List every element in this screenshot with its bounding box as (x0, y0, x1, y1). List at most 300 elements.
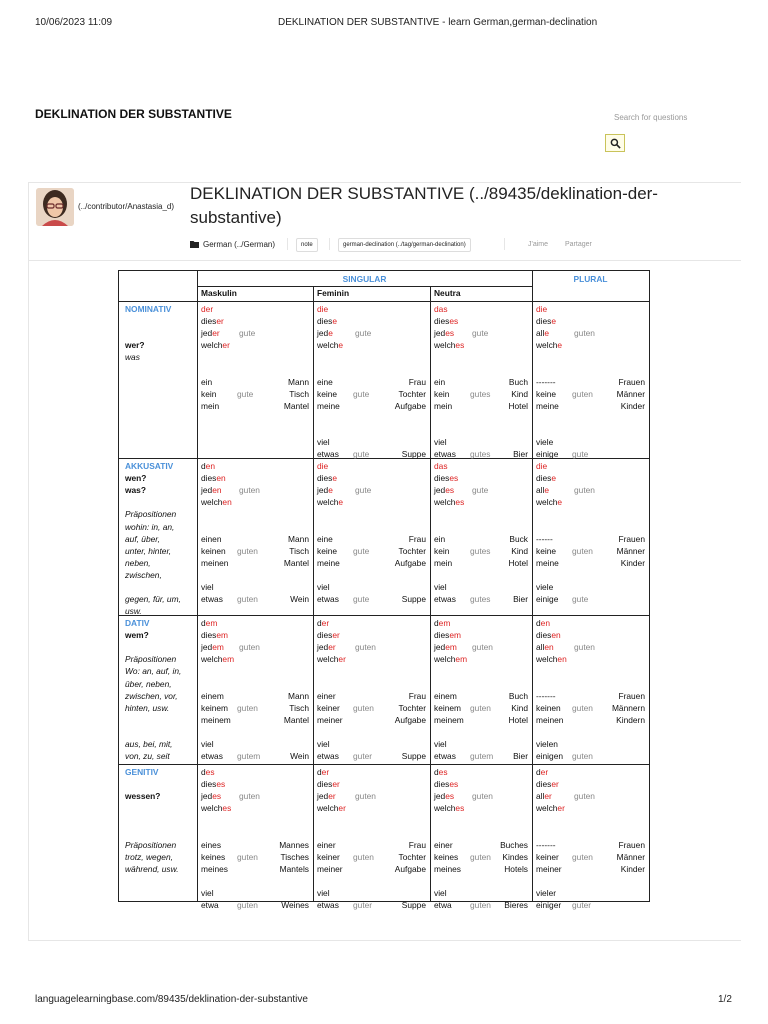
noun: Tisch (289, 545, 309, 556)
case-left-text: aus, bei, mit, (125, 739, 173, 749)
case-left-text: unter, hinter, (125, 545, 172, 556)
card-header-divider (28, 260, 741, 261)
noun: Hotel (508, 714, 528, 725)
declined-word (201, 790, 221, 802)
noun: Buck (509, 533, 528, 544)
word-ending: en (557, 654, 567, 665)
determiner: etwas (201, 751, 223, 762)
determiner: keiner (317, 851, 340, 862)
declined-word (434, 887, 447, 899)
determiner: keine (317, 545, 338, 556)
declined-word (536, 778, 559, 790)
word-ending: er (212, 328, 220, 339)
case-left-text: von, zu, seit (125, 751, 170, 762)
word-ending: es (455, 340, 465, 351)
declined-word (434, 581, 447, 593)
word-stem: d (536, 618, 541, 628)
word-stem: d (536, 767, 541, 777)
meta-divider (504, 238, 505, 250)
noun: Tochter (398, 702, 426, 713)
declined-word (201, 766, 215, 778)
word-stem: welch (434, 340, 456, 351)
adjective: guten (237, 702, 258, 713)
folder-icon (190, 240, 199, 248)
word-stem: viel (434, 582, 447, 592)
noun: Bier (513, 751, 528, 762)
determiner: keinen (536, 702, 561, 713)
determiner: mein (434, 400, 453, 411)
word-stem: welch (536, 803, 558, 814)
noun: Frauen (618, 376, 645, 387)
determiner: keines (201, 851, 226, 862)
word-stem: jed (434, 328, 446, 339)
declined-word (317, 327, 333, 339)
declined-word (536, 496, 562, 508)
determiner: eine (317, 376, 333, 387)
word-stem: viel (317, 888, 330, 898)
share-button[interactable]: Partager (565, 241, 592, 248)
declined-word (317, 581, 330, 593)
word-stem: welch (536, 497, 558, 508)
determiner: keine (536, 545, 557, 556)
declined-word (201, 484, 222, 496)
declined-word (536, 315, 556, 327)
noun: Mantel (283, 557, 309, 568)
noun: Wein (290, 594, 309, 605)
determiner: kein (434, 388, 450, 399)
determiner: meinen (536, 714, 564, 725)
case-left-text: wen? (125, 473, 147, 484)
word-stem: jed (201, 791, 213, 802)
word-ending: em (205, 618, 218, 628)
declined-word (434, 738, 447, 750)
adjective: guten (239, 642, 260, 653)
word-ending: e (557, 497, 563, 508)
word-ending: es (205, 767, 215, 777)
word-stem: d (434, 618, 439, 628)
word-stem: d (201, 461, 206, 471)
declined-word (317, 460, 328, 472)
determiner: meiner (536, 863, 562, 874)
word-ending: es (449, 779, 459, 790)
declined-word (536, 653, 567, 665)
case-left-text: was (125, 352, 140, 363)
word-ending: es (455, 803, 465, 814)
noun: Buches (500, 839, 528, 850)
noun: Mantel (283, 400, 309, 411)
word-stem: welch (317, 340, 339, 351)
print-datetime: 10/06/2023 11:09 (35, 17, 113, 28)
word-stem: viel (317, 582, 330, 592)
word-stem: d (201, 618, 206, 628)
noun: Wein (290, 751, 309, 762)
word-stem: dies (201, 316, 217, 327)
noun: Kinder (620, 400, 645, 411)
case-left-text: Präpositionen (125, 509, 177, 520)
print-title: DEKLINATION DER SUBSTANTIVE - learn German,german-declination (278, 17, 598, 28)
word-ending: es (438, 767, 448, 777)
case-left-text: trotz, wegen, (125, 851, 173, 862)
word-ending: e (551, 316, 557, 327)
case-name: GENITIV (125, 767, 159, 777)
word-stem: das (434, 304, 448, 314)
word-stem: dies (536, 630, 552, 641)
word-ending: em (212, 642, 224, 653)
noun: Frau (408, 376, 426, 387)
determiner: etwa (201, 900, 219, 911)
declined-word (201, 496, 232, 508)
declined-word (201, 315, 224, 327)
declined-word (434, 436, 447, 448)
noun: Aufgabe (394, 400, 426, 411)
word-stem: d (434, 767, 439, 777)
declined-word (536, 472, 556, 484)
word-ending: er (332, 630, 340, 641)
declined-word (434, 766, 448, 778)
determiner: ------- (536, 376, 556, 387)
declined-word (201, 472, 226, 484)
declined-word (434, 617, 450, 629)
declined-word (434, 303, 448, 315)
noun: Tochter (398, 388, 426, 399)
case-name: DATIV (125, 618, 150, 628)
word-stem: jed (317, 791, 329, 802)
table-header-divider (197, 286, 532, 287)
word-ending: en (551, 630, 561, 641)
declined-word (317, 617, 329, 629)
word-ending: e (551, 473, 557, 484)
determiner: meine (317, 557, 340, 568)
determiner: keinem (434, 702, 461, 713)
word-stem: dies (434, 316, 450, 327)
declined-word (536, 641, 554, 653)
determiner: einem (434, 690, 457, 701)
declined-word (536, 436, 553, 448)
word-stem: dies (201, 630, 217, 641)
adjective: gute (355, 328, 372, 339)
determiner: meine (317, 400, 340, 411)
determiner: meinem (434, 714, 464, 725)
adjective: guten (355, 642, 376, 653)
determiner: ------- (536, 839, 556, 850)
case-left-text: hinten, usw. (125, 702, 170, 713)
declined-word (434, 802, 464, 814)
word-ending: em (449, 630, 462, 641)
determiner: etwas (434, 751, 456, 762)
word-stem: dies (434, 779, 450, 790)
determiner: etwas (434, 594, 456, 605)
adjective: gute (353, 594, 370, 605)
declined-word (201, 641, 224, 653)
declined-word (434, 641, 457, 653)
word-ending: er (332, 779, 340, 790)
declined-word (201, 887, 214, 899)
determiner: meinen (201, 557, 229, 568)
adjective: gute (572, 449, 589, 460)
noun: Suppe (401, 594, 426, 605)
noun: Frau (408, 533, 426, 544)
word-stem: all (536, 328, 545, 339)
like-button[interactable]: J'aime (528, 241, 549, 248)
adjective: guten (574, 791, 595, 802)
declined-word (434, 315, 458, 327)
determiner: einer (317, 839, 336, 850)
word-stem: d (201, 767, 206, 777)
adjective: guten (472, 642, 493, 653)
declined-word (434, 496, 464, 508)
declined-word (317, 436, 330, 448)
declined-word (201, 460, 215, 472)
word-stem: die (317, 461, 329, 471)
declined-word (317, 653, 346, 665)
determiner: keinem (201, 702, 228, 713)
noun: Suppe (401, 751, 426, 762)
determiner: ------ (536, 533, 553, 544)
adjective: gutes (470, 545, 491, 556)
footer-url: languagelearningbase.com/89435/deklination-der-substantive (35, 994, 308, 1005)
adjective: gute (353, 388, 370, 399)
declined-word (317, 887, 330, 899)
word-stem: all (536, 642, 545, 653)
case-left-text: wohin: in, an, (125, 521, 175, 532)
adjective: gutem (470, 751, 494, 762)
declined-word (536, 460, 547, 472)
noun: Tisches (280, 851, 309, 862)
noun: Frau (408, 839, 426, 850)
case-left-text: auf, über, (125, 533, 160, 544)
search-button[interactable] (605, 134, 625, 152)
declined-word (434, 629, 461, 641)
word-ending: em (455, 654, 468, 665)
declined-word (434, 339, 464, 351)
declined-word (201, 303, 213, 315)
case-left-text: zwischen, vor, (125, 690, 178, 701)
determiner: keinen (201, 545, 226, 556)
noun: Aufgabe (394, 557, 426, 568)
word-ending: e (557, 340, 563, 351)
word-stem: die (536, 461, 548, 471)
case-name: NOMINATIV (125, 304, 172, 314)
noun: Männer (616, 388, 645, 399)
word-stem: dies (536, 473, 552, 484)
word-ending: e (338, 497, 344, 508)
gender-header: Feminin (317, 288, 350, 298)
noun: Bier (513, 594, 528, 605)
table-column-divider (532, 271, 533, 901)
adjective: guten (470, 900, 491, 911)
determiner: ein (434, 533, 446, 544)
declined-word (317, 802, 346, 814)
word-ending: en (212, 485, 222, 496)
declined-word (317, 641, 336, 653)
word-stem: vieler (536, 888, 557, 898)
word-ending: es (445, 791, 455, 802)
declined-word (434, 472, 458, 484)
adjective: gute (472, 328, 489, 339)
declined-word (201, 629, 228, 641)
declined-word (317, 303, 328, 315)
word-stem: viel (201, 888, 214, 898)
table-column-divider (430, 286, 431, 901)
case-left-text: zwischen, (125, 569, 162, 580)
word-stem: die (536, 304, 548, 314)
tag-german-declination[interactable]: german-declination (../tag/german-declination) (338, 238, 471, 252)
word-stem: viel (317, 739, 330, 749)
word-ending: er (540, 767, 549, 777)
word-ending: er (338, 654, 346, 665)
determiner: meine (536, 400, 559, 411)
noun: Mannes (279, 839, 309, 850)
word-ending: es (222, 803, 232, 814)
tag-note[interactable]: note (296, 238, 318, 252)
adjective: gute (353, 449, 370, 460)
noun: Weines (281, 900, 309, 911)
declined-word (536, 738, 558, 750)
determiner: meinem (201, 714, 231, 725)
word-stem: viel (201, 739, 214, 749)
declined-word (536, 790, 552, 802)
word-stem: die (317, 304, 329, 314)
word-stem: viele (536, 437, 554, 448)
word-stem: dies (434, 630, 450, 641)
word-stem: all (536, 791, 545, 802)
declined-word (536, 766, 548, 778)
word-ending: es (445, 328, 455, 339)
determiner: eine (317, 533, 333, 544)
determiner: keines (434, 851, 459, 862)
word-stem: jed (317, 328, 329, 339)
word-ending: e (544, 328, 550, 339)
noun: Frauen (618, 839, 645, 850)
word-stem: viel (201, 582, 214, 592)
word-ending: en (205, 461, 215, 471)
noun: Frauen (618, 690, 645, 701)
word-ending: en (540, 618, 550, 628)
declined-word (536, 339, 562, 351)
avatar-image (36, 188, 74, 226)
footer-page-number: 1/2 (718, 994, 732, 1005)
declined-word (317, 496, 343, 508)
noun: Bier (513, 449, 528, 460)
noun: Tisch (289, 702, 309, 713)
determiner: meine (536, 557, 559, 568)
adjective: guten (353, 851, 374, 862)
determiner: kein (201, 388, 217, 399)
adjective: guten (572, 751, 593, 762)
adjective: gute (237, 388, 254, 399)
word-ending: er (557, 803, 565, 814)
singular-header: SINGULAR (342, 274, 387, 284)
determiner: keine (536, 388, 557, 399)
noun: Tochter (398, 851, 426, 862)
noun: Kind (511, 545, 528, 556)
word-stem: dies (317, 779, 333, 790)
adjective: guten (572, 545, 593, 556)
word-stem: welch (536, 654, 558, 665)
adjective: gute (472, 485, 489, 496)
adjective: guten (353, 702, 374, 713)
adjective: gutes (470, 594, 491, 605)
declined-word (434, 460, 448, 472)
category-link[interactable]: German (../German) (203, 240, 276, 249)
word-stem: viel (434, 437, 447, 448)
declined-word (317, 778, 340, 790)
word-stem: dies (201, 779, 217, 790)
noun: Männer (616, 545, 645, 556)
word-stem: das (434, 461, 448, 471)
declined-word (201, 778, 225, 790)
adjective: gutes (470, 388, 491, 399)
noun: Kinder (620, 863, 645, 874)
determiner: ein (201, 376, 213, 387)
noun: Kind (511, 388, 528, 399)
adjective: gute (355, 485, 372, 496)
declined-word (536, 617, 550, 629)
word-stem: viele (536, 582, 554, 592)
contributor-link[interactable]: (../contributor/Anastasia_d) (78, 202, 175, 211)
word-stem: welch (317, 654, 339, 665)
word-stem: welch (201, 803, 223, 814)
determiner: einen (201, 533, 222, 544)
article-title[interactable]: DEKLINATION DER SUBSTANTIVE (../89435/deklination-der-substantive) (190, 184, 658, 227)
declined-word (434, 778, 458, 790)
determiner: einiger (536, 900, 562, 911)
adjective: guten (574, 485, 595, 496)
adjective: guten (572, 388, 593, 399)
word-ending: es (455, 497, 465, 508)
adjective: guten (237, 851, 258, 862)
word-stem: jed (201, 328, 213, 339)
case-name: AKKUSATIV (125, 461, 174, 471)
adjective: guten (574, 642, 595, 653)
determiner: etwas (201, 594, 223, 605)
declined-word (536, 303, 547, 315)
declined-word (317, 339, 343, 351)
noun: Frauen (618, 533, 645, 544)
declined-word (201, 653, 234, 665)
card-bottom-border (28, 940, 741, 941)
case-left-text: Präpositionen (125, 654, 177, 665)
determiner: einigen (536, 751, 564, 762)
adjective: gute (353, 545, 370, 556)
avatar[interactable] (36, 188, 74, 226)
determiner: einer (317, 690, 336, 701)
search-input[interactable] (610, 108, 748, 126)
word-ending: e (328, 485, 333, 496)
adjective: gutes (470, 449, 491, 460)
determiner: keine (317, 388, 338, 399)
declined-word (317, 484, 333, 496)
word-stem: dies (317, 630, 333, 641)
adjective: guten (355, 791, 376, 802)
declined-word (317, 766, 329, 778)
word-ending: em (445, 642, 457, 653)
search-icon (610, 138, 621, 149)
table-row-divider (119, 615, 649, 616)
noun: Kind (511, 702, 528, 713)
determiner: etwas (317, 751, 339, 762)
adjective: guter (353, 751, 373, 762)
table-column-divider (197, 271, 198, 901)
adjective: gute (239, 328, 256, 339)
word-ending: e (332, 316, 338, 327)
determiner: etwas (317, 594, 339, 605)
determiner: mein (201, 400, 220, 411)
word-ending: er (544, 791, 552, 802)
case-left-text: während, usw. (125, 863, 179, 874)
case-left-text: was? (125, 485, 146, 496)
case-left-text: Wo: an, auf, in, (125, 666, 182, 677)
